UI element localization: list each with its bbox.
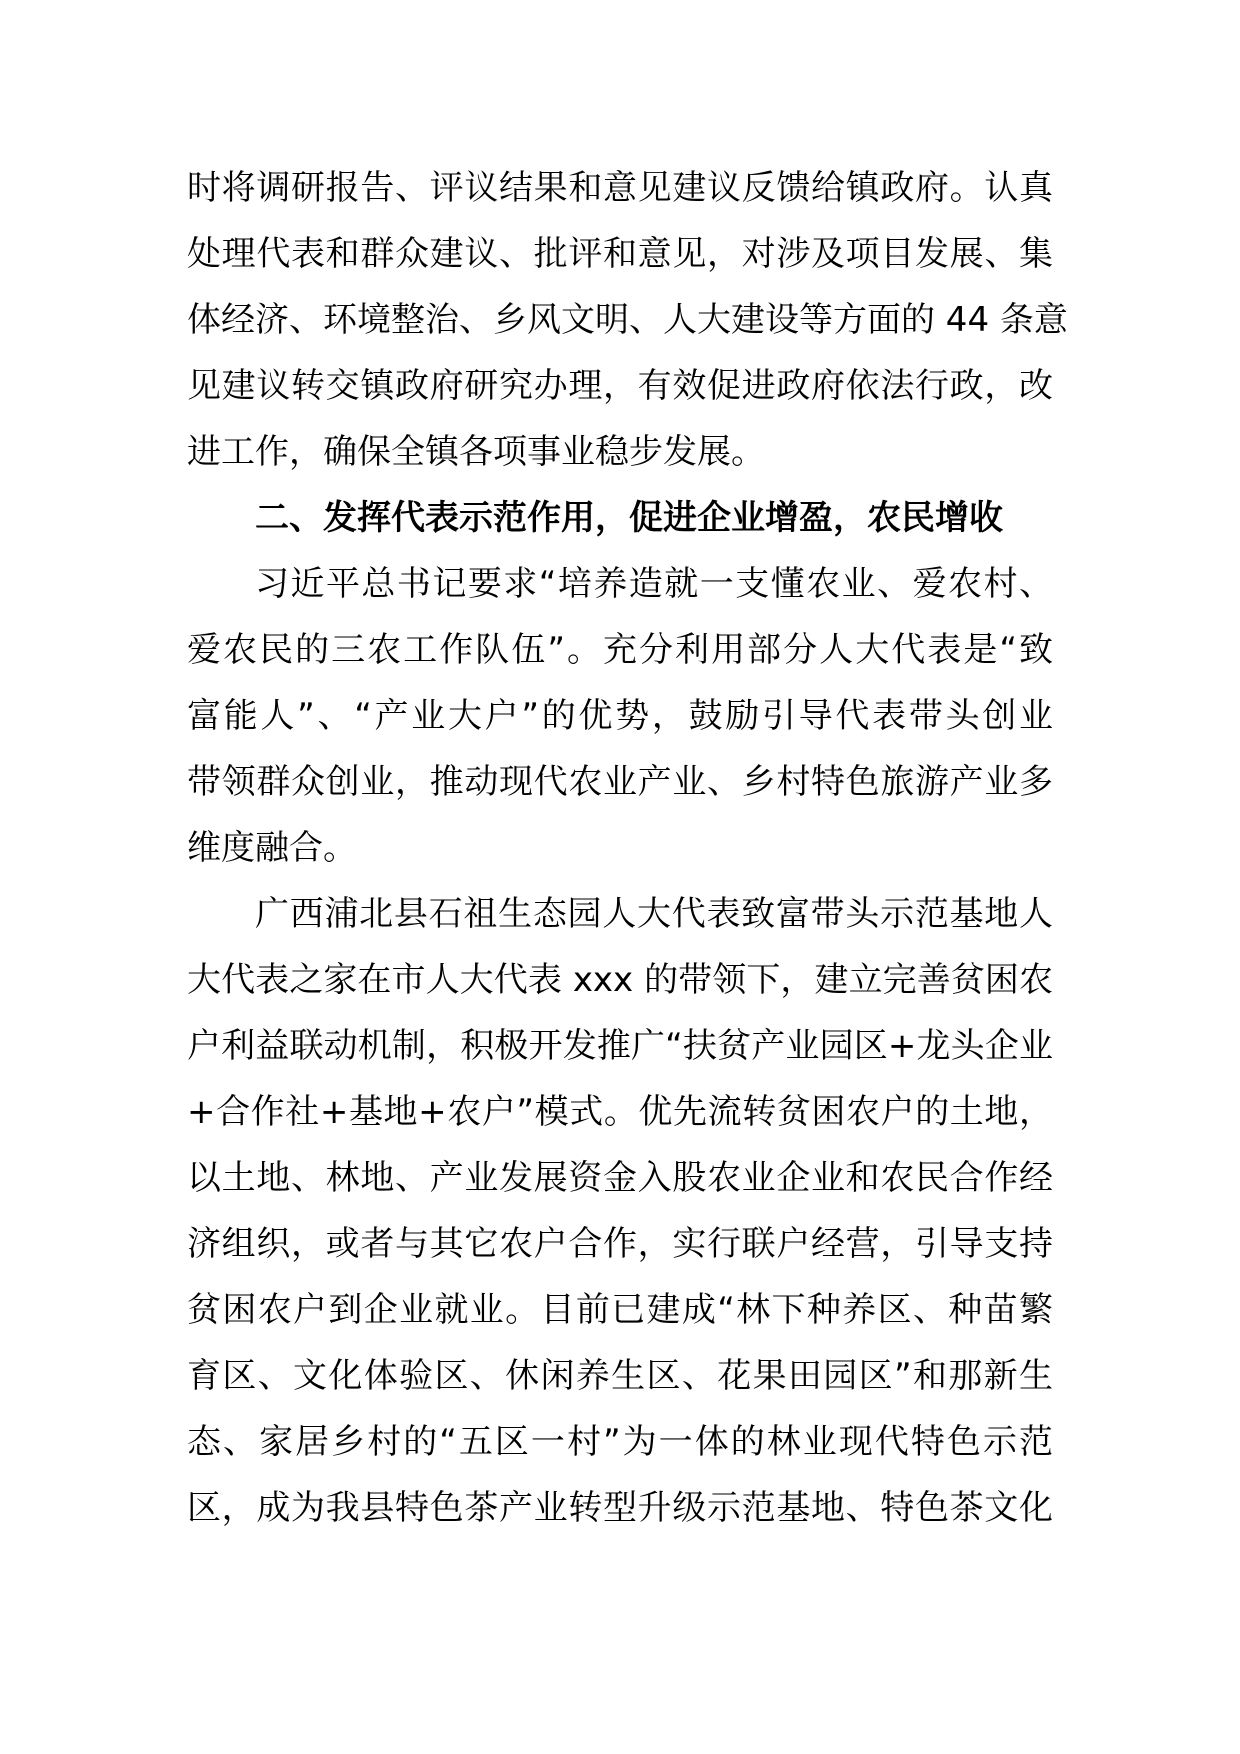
text-line: 处理代表和群众建议、批评和意见，对涉及项目发展、集: [187, 234, 1053, 274]
paragraph-3: [187, 881, 1053, 1541]
paragraph-2: [187, 551, 1053, 881]
text-line: 带领群众创业，推动现代农业产业、乡村特色旅游产业多: [187, 762, 1053, 802]
text-line: 区，成为我县特色茶产业转型升级示范基地、特色茶文化: [187, 1488, 1053, 1528]
document-page: [187, 155, 1068, 1541]
text-line: 富能人”、“产业大户”的优势，鼓励引导代表带头创业: [187, 696, 1053, 736]
section-heading: [187, 485, 1053, 551]
text-line: 以土地、林地、产业发展资金入股农业企业和农民合作经: [187, 1158, 1053, 1198]
paragraph-1: [187, 155, 1068, 485]
text-line: 贫困农户到企业就业。目前已建成“林下种养区、种苗繁: [187, 1290, 1053, 1330]
text-line: 维度融合。: [187, 828, 357, 868]
text-line: 济组织，或者与其它农户合作，实行联户经营，引导支持: [187, 1224, 1053, 1264]
text-line: +合作社+基地+农户”模式。优先流转贫困农户的土地，: [187, 1092, 1053, 1132]
text-line: 习近平总书记要求“培养造就一支懂农业、爱农村、: [255, 564, 1053, 604]
text-line: 进工作，确保全镇各项事业稳步发展。: [187, 432, 765, 472]
text-line: 时将调研报告、评议结果和意见建议反馈给镇政府。认真: [187, 168, 1053, 208]
text-line: 爱农民的三农工作队伍”。充分利用部分人大代表是“致: [187, 630, 1053, 670]
text-line: 户利益联动机制，积极开发推广“扶贫产业园区+龙头企业: [187, 1026, 1053, 1066]
text-line: 体经济、环境整治、乡风文明、人大建设等方面的 44 条意: [187, 300, 1068, 340]
text-line: 见建议转交镇政府研究办理，有效促进政府依法行政，改: [187, 366, 1053, 406]
text-line: 态、家居乡村的“五区一村”为一体的林业现代特色示范: [187, 1422, 1053, 1462]
text-line: 育区、文化体验区、休闲养生区、花果田园区”和那新生: [187, 1356, 1053, 1396]
text-line: 广西浦北县石祖生态园人大代表致富带头示范基地人: [255, 894, 1053, 934]
heading-line: 二、发挥代表示范作用，促进企业增盈，农民增收: [255, 498, 1003, 538]
text-line: 大代表之家在市人大代表 xxx 的带领下，建立完善贫困农: [187, 960, 1053, 1000]
